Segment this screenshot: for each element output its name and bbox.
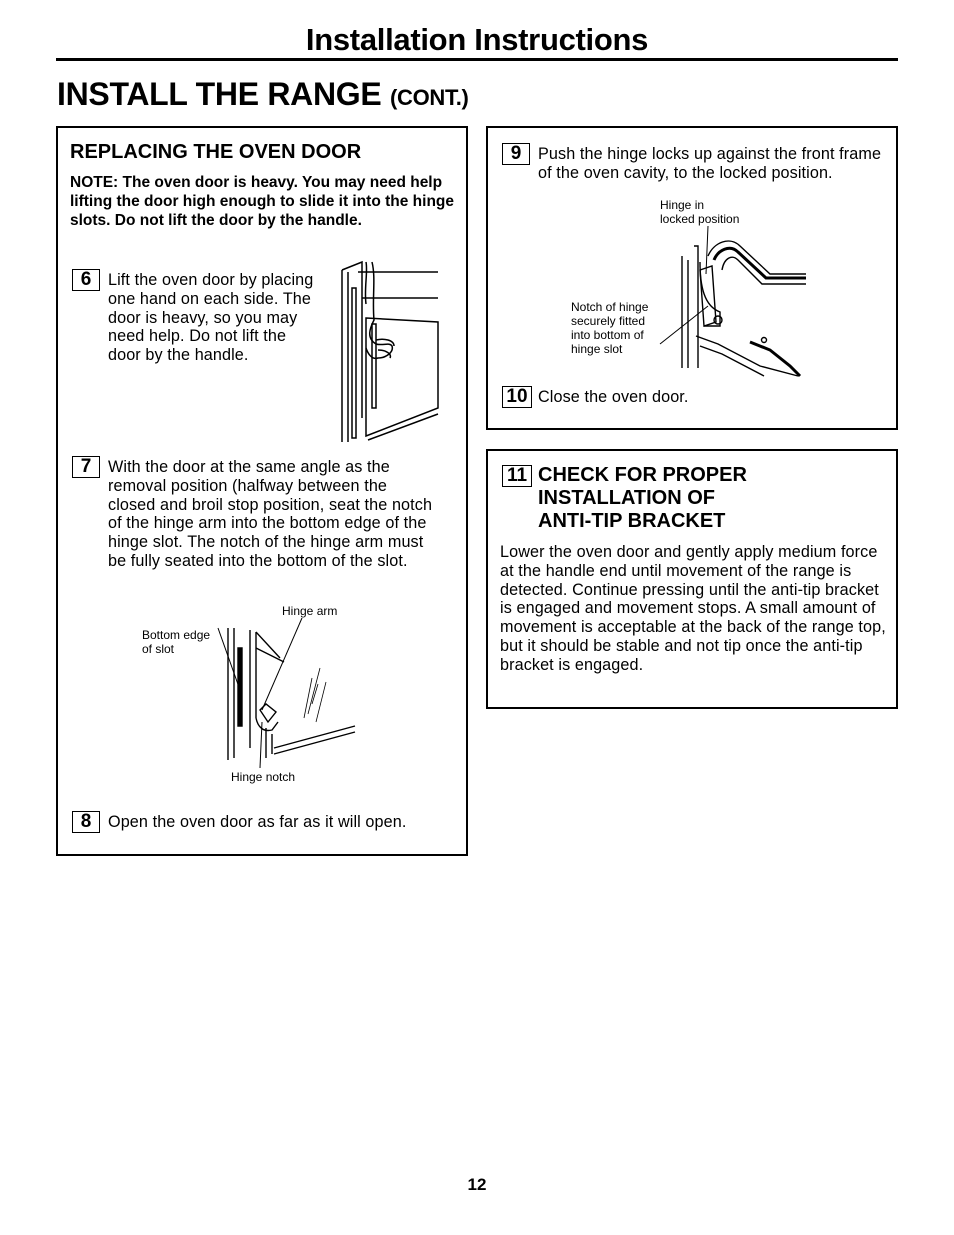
replacing-oven-door-heading: REPLACING THE OVEN DOOR xyxy=(70,141,362,163)
hinge-locked-illustration xyxy=(660,226,806,378)
anti-tip-text: Lower the oven door and gently apply medium force at the handle end until movement of the range is detected. Continue pressing until the anti-tip bracket is engaged and movement stops. A small amount of movement is acceptable at the back of the range top, but it should be stable and not tip once the anti-tip bracket is engaged. xyxy=(500,543,886,674)
anti-tip-heading-line1: CHECK FOR PROPER xyxy=(538,464,747,486)
hinge-notch-label: Hinge notch xyxy=(231,770,296,784)
notch-label-line2: securely fitted xyxy=(571,314,646,328)
hinge-arm-label: Hinge arm xyxy=(282,604,338,618)
notch-label-line4: hinge slot xyxy=(571,342,623,356)
step-8-number: 8 xyxy=(72,811,100,833)
step-10-text: Close the oven door. xyxy=(538,388,689,406)
step-9-number: 9 xyxy=(502,143,530,165)
hinge-seating-illustration xyxy=(200,618,360,768)
notch-label-line3: into bottom of xyxy=(571,328,644,342)
step-7-number: 7 xyxy=(72,456,100,478)
heavy-door-note: NOTE: The oven door is heavy. You may need help lifting the door high enough to slide it into the hinge slots. Do not lift the door by the handle. xyxy=(70,174,455,229)
step-9-text: Push the hinge locks up against the front frame of the oven cavity, to the locked position. xyxy=(538,145,882,182)
lift-door-illustration xyxy=(336,258,442,444)
step-6-number: 6 xyxy=(72,269,100,291)
section-title-suffix: (CONT.) xyxy=(389,85,469,110)
notch-label-line1: Notch of hinge xyxy=(571,300,649,314)
section-title xyxy=(57,76,469,113)
step-7-text: With the door at the same angle as the removal position (halfway between the closed and broil stop position, seat the notch of the hinge arm into the bottom edge of the hinge slot. The notch of the hinge arm must be fully seated into the bottom of the slot. xyxy=(108,458,433,570)
bottom-edge-label-line1: Bottom edge xyxy=(142,628,211,642)
step-11-number: 11 xyxy=(502,465,532,487)
step-8-text: Open the oven door as far as it will open. xyxy=(108,813,407,831)
hinge-locked-label-line2: locked position xyxy=(660,212,740,226)
page-number: 12 xyxy=(467,1175,487,1194)
step-10-number: 10 xyxy=(502,386,532,408)
bottom-edge-label-line2: of slot xyxy=(142,642,175,656)
page-header-title: Installation Instructions xyxy=(305,22,649,57)
anti-tip-heading-line2: INSTALLATION OF xyxy=(538,487,716,509)
hinge-locked-label-line1: Hinge in xyxy=(660,198,705,212)
header-rule xyxy=(56,58,898,61)
step-6-text: Lift the oven door by placing one hand on each side. The door is heavy, so you may need help. Do not lift the door by the handle. xyxy=(108,271,314,365)
anti-tip-heading-line3: ANTI-TIP BRACKET xyxy=(538,510,726,532)
section-title-main: INSTALL THE RANGE xyxy=(57,76,382,112)
